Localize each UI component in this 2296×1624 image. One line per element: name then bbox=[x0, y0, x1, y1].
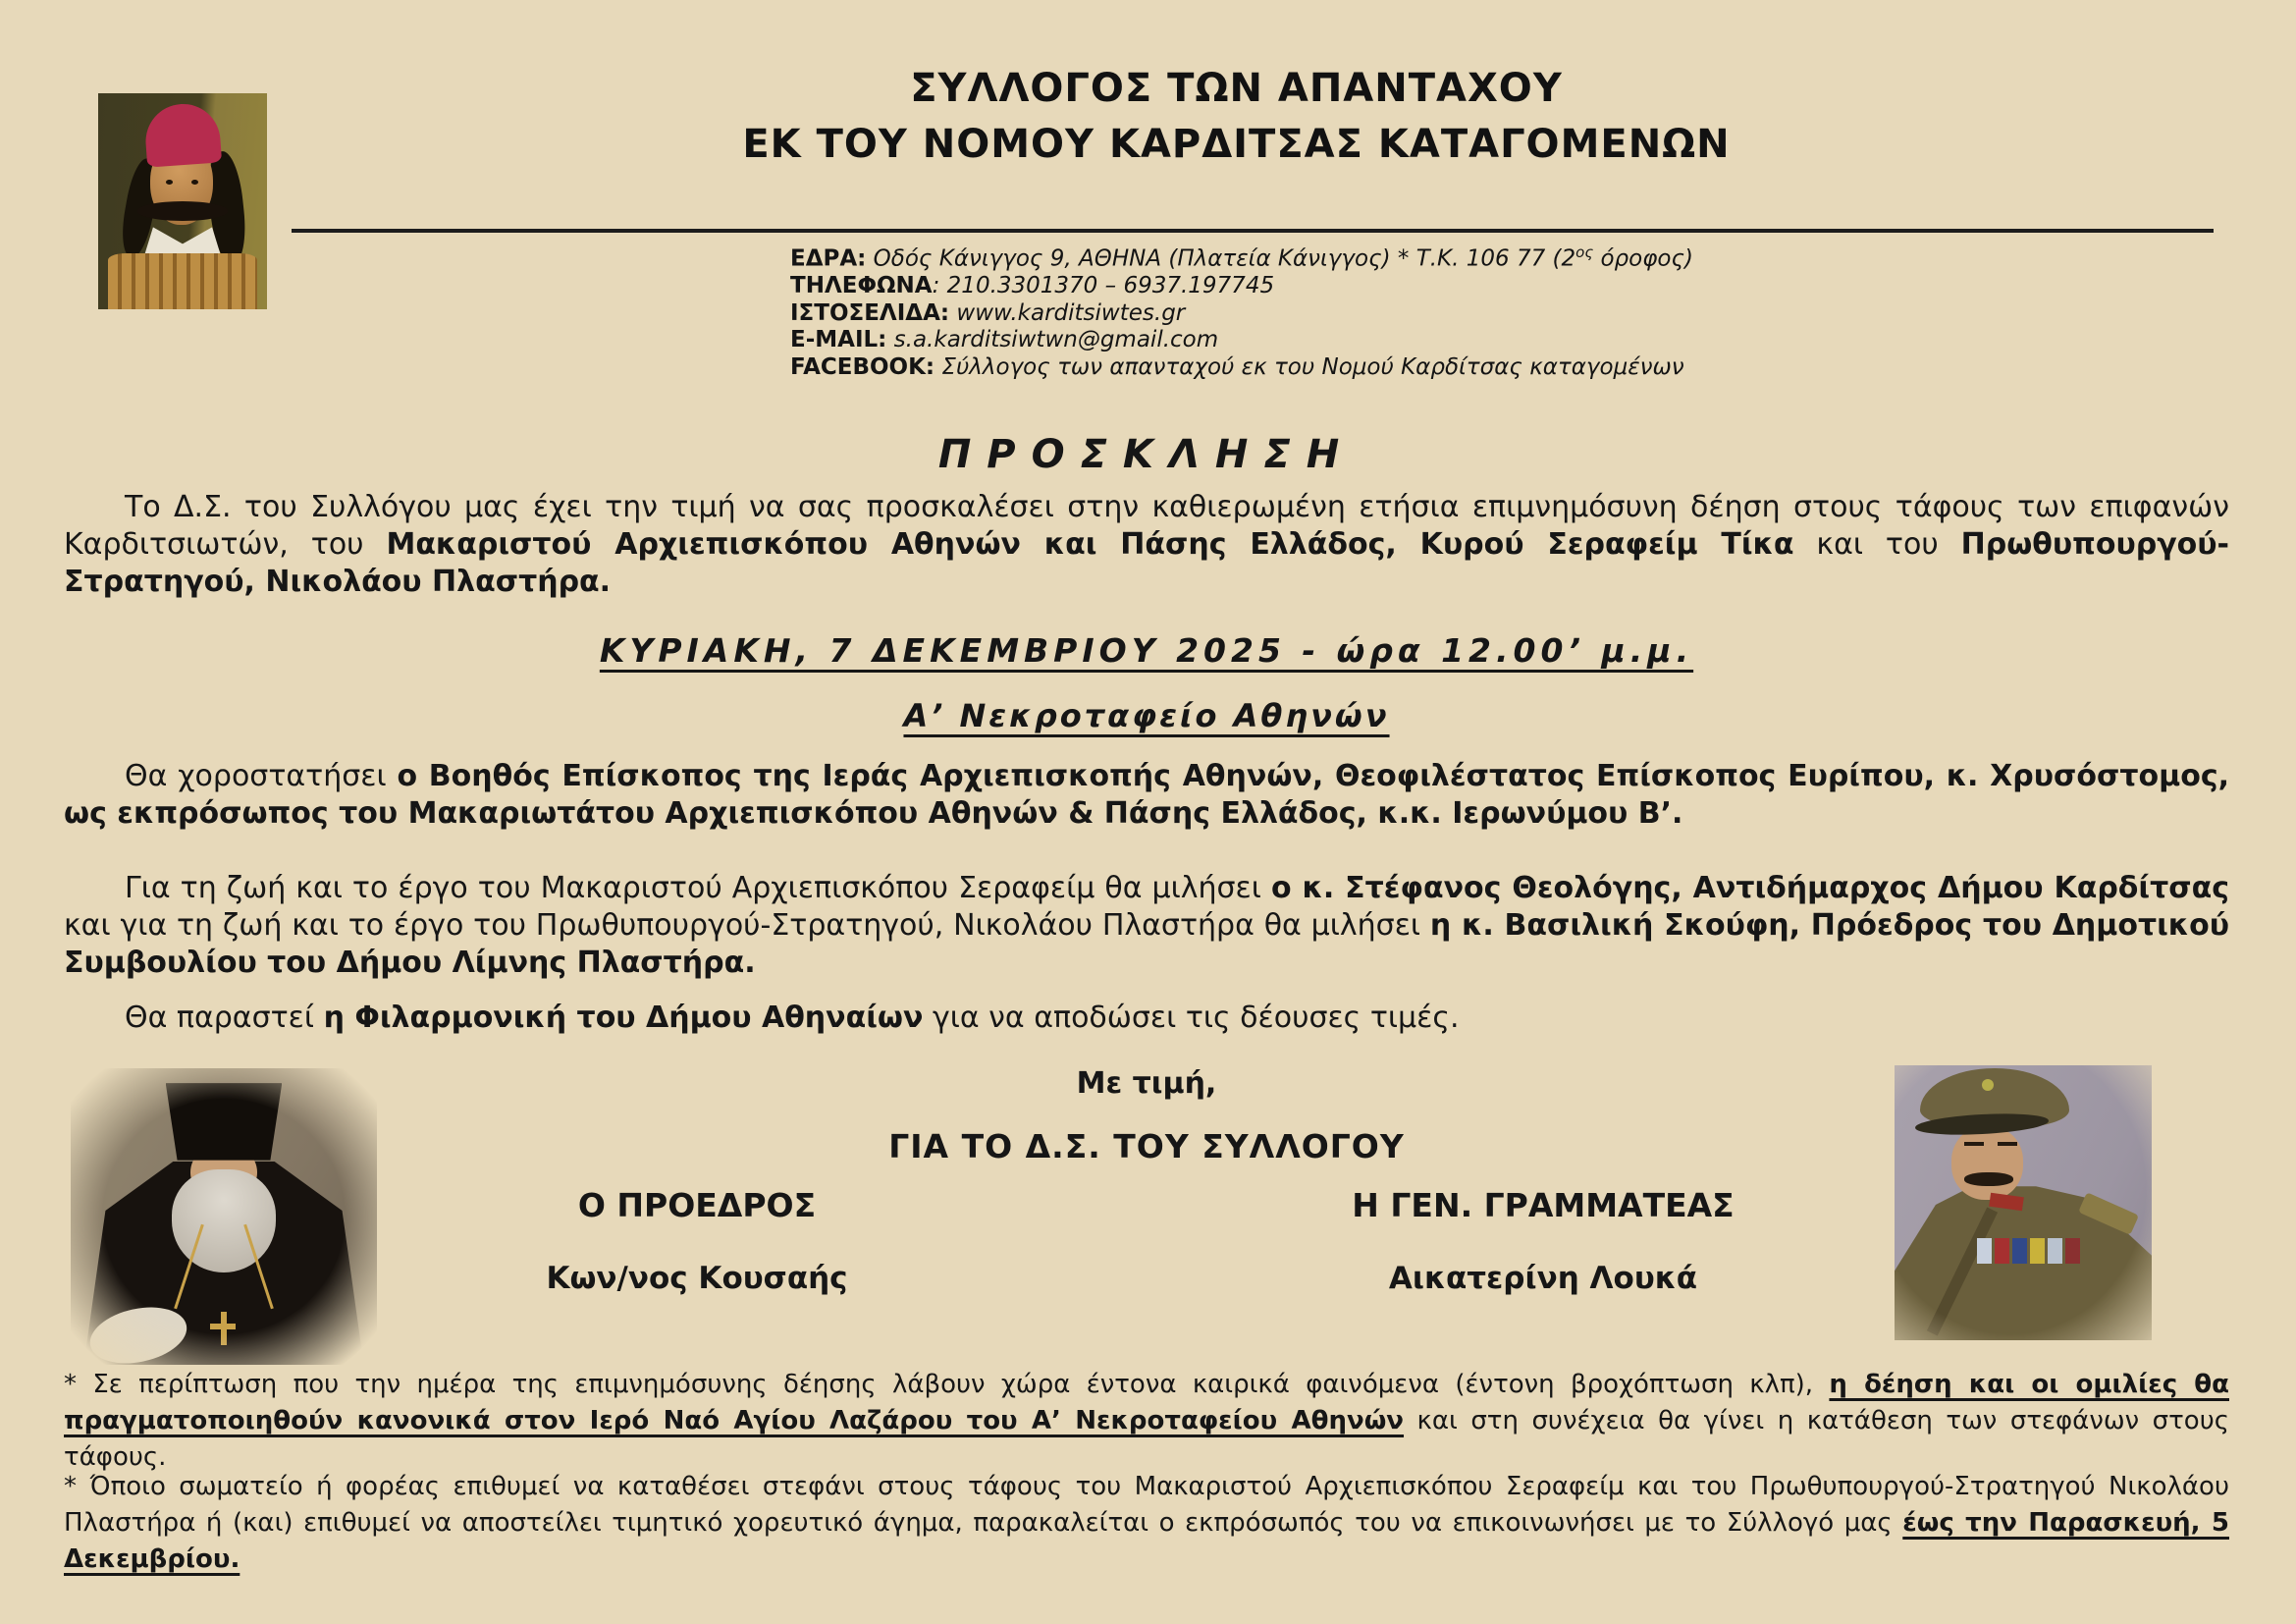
cap-badge-shape bbox=[1982, 1079, 1994, 1091]
mustache-shape bbox=[1964, 1172, 2013, 1186]
secretary-signature-column bbox=[1268, 1186, 1818, 1296]
event-location-row bbox=[64, 697, 2229, 734]
intro-paragraph: Το Δ.Σ. του Συλλόγου μας έχει την τιμή να σας προσκαλέσει στην καθιερωμένη ετήσια επιμνημόσυνη δέηση στους τάφους των επιφανών Καρδιτσιωτών, του Μακαριστού Αρχιεπισκόπου Αθηνών και Πάσης Ελλάδος, Κυρού Σεραφείμ Τίκα και του Πρωθυπουργού-Στρατηγού, Νικολάου Πλαστήρα. bbox=[64, 490, 2229, 599]
honoree-general-name: Πρωθυπουργού-Στρατηγού, Νικολάου Πλαστήρα. bbox=[64, 527, 2229, 599]
president-title: Ο ΠΡΟΕΔΡΟΣ bbox=[577, 1186, 817, 1224]
email-line bbox=[790, 327, 1693, 354]
phone-label: ΤΗΛΕΦΩΝΑ bbox=[790, 273, 933, 299]
association-title bbox=[236, 61, 2237, 173]
klobuk-hat-shape bbox=[166, 1083, 283, 1161]
honoree-archbishop-name: Μακαριστού Αρχιεπισκόπου Αθηνών και Πάσης Ελλάδος, Κυρού Σεραφείμ Τίκα bbox=[386, 527, 1794, 562]
red-fez-shape bbox=[143, 101, 222, 167]
address-label: ΕΔΡΑ: bbox=[790, 245, 867, 272]
face-shape bbox=[1951, 1126, 2023, 1201]
speakers-paragraph: Για τη ζωή και το έργο του Μακαριστού Αρχιεπισκόπου Σεραφείμ θα μιλήσει ο κ. Στέφανος Θεολόγης, Αντιδήμαρχος Δήμου Καρδίτσας και για τη ζωή και το έργο του Πρωθυπουργού-Στρατηγού, Νικολάου Πλαστήρα θα μιλήσει η κ. Βασιλική Σκούφη, Πρόεδρος του Δημοτικού Συμβουλίου του Δήμου Λίμνης Πλαστήρα. bbox=[64, 871, 2229, 980]
speaker-1-name: ο κ. Στέφανος Θεολόγης, Αντιδήμαρχος Δήμου Καρδίτσας bbox=[1270, 871, 2229, 905]
event-date: ΚΥΡΙΑΚΗ, 7 ΔΕΚΕΜΒΡΙΟΥ 2025 - ώρα 12.00’ μ.μ. bbox=[599, 631, 1694, 670]
philharmonic-name: η Φιλαρμονική του Δήμου Αθηναίων bbox=[323, 1001, 924, 1035]
archbishop-seraphim-portrait-image bbox=[71, 1068, 377, 1365]
phone-numbers: 210.3301370 – 6937.197745 bbox=[946, 273, 1275, 299]
general-plastiras-portrait-image bbox=[1895, 1065, 2152, 1340]
footnote-wreaths: * Όποιο σωματείο ή φορέας επιθυμεί να καταθέσει στεφάνι στους τάφους του Μακαριστού Αρχιεπισκόπου Σεραφείμ και του Πρωθυπουργού-Στρατηγού Νικολάου Πλαστήρα ή (και) επιθυμεί να αποστείλει τιμητικό χορευτικό άγημα, παρακαλείται ο εκπρόσωπός του να επικοινωνήσει με το Σύλλογό μας έως την Παρασκευή, 5 Δεκεμβρίου. bbox=[64, 1472, 2229, 1574]
address-line: ΕΔΡΑ: Οδός Κάνιγγος 9, ΑΘΗΝΑ (Πλατεία Κάνιγγος) * Τ.Κ. 106 77 ($2^{o\varsigma}$ όροφος) bbox=[790, 244, 1693, 272]
phone-line: ΤΗΛΕΦΩΝΑ: 210.3301370 – 6937.197745 bbox=[790, 273, 1275, 299]
wreath-deadline: έως την Παρασκευή, 5 Δεκεμβρίου. bbox=[64, 1508, 2229, 1574]
event-location: Α’ Νεκροταφείο Αθηνών bbox=[903, 697, 1390, 734]
medal-ribbons-shape bbox=[1977, 1238, 2080, 1263]
footnote-weather: * Σε περίπτωση που την ημέρα της επιμνημόσυνης δέησης λάβουν χώρα έντονα καιρικά φαινόμενα (έντονη βροχόπτωση κλπ), η δέηση και οι ομιλίες θα πραγματοποιηθούν κανονικά στον Ιερό Ναό Αγίου Λαζάρου του Α’ Νεκροταφείου Αθηνών και στη συνέχεια θα γίνει η κατάθεση των στεφάνων στους τάφους. bbox=[64, 1370, 2229, 1472]
white-beard-shape bbox=[172, 1169, 276, 1273]
board-line: ΓΙΑ ΤΟ Δ.Σ. ΤΟΥ ΣΥΛΛΟΓΟΥ bbox=[888, 1127, 1405, 1165]
eyebrow-shape bbox=[1964, 1142, 1984, 1146]
header-divider-line bbox=[292, 229, 2214, 233]
pectoral-cross-shape bbox=[210, 1324, 236, 1329]
philharmonic-paragraph: Θα παραστεί η Φιλαρμονική του Δήμου Αθηναίων για να αποδώσει τις δέουσες τιμές. bbox=[125, 1001, 1460, 1035]
closing-salutation: Με τιμή, bbox=[1076, 1066, 1217, 1101]
secretary-name: Αικατερίνη Λουκά bbox=[1388, 1261, 1698, 1296]
eyebrow-shape bbox=[1998, 1142, 2017, 1146]
mustache-shape bbox=[137, 201, 229, 221]
gold-vest-shape bbox=[108, 253, 256, 309]
title-line-1: ΣΥΛΛΟΓΟΣ ΤΩΝ ΑΠΑΝΤΑΧΟΥ bbox=[910, 66, 1563, 111]
facebook-line bbox=[790, 354, 1693, 382]
officiant-paragraph: Θα χοροστατήσει ο Βοηθός Επίσκοπος της Ιεράς Αρχιεπισκοπής Αθηνών, Θεοφιλέστατος Επίσκοπος Ευρίπου, κ. Χρυσόστομος, ως εκπρόσωπος του Μακαριωτάτου Αρχιεπισκόπου Αθηνών & Πάσης Ελλάδος, κ.κ. Ιερωνύμου Β’. bbox=[64, 759, 2230, 831]
title-line-2: ΕΚ ΤΟΥ ΝΟΜΟΥ ΚΑΡΔΙΤΣΑΣ ΚΑΤΑΓΟΜΕΝΩΝ bbox=[742, 122, 1731, 167]
secretary-title: Η ΓΕΝ. ΓΡΑΜΜΑΤΕΑΣ bbox=[1352, 1186, 1735, 1224]
website-line bbox=[790, 300, 1693, 328]
email-label: E-MAIL: bbox=[790, 327, 887, 353]
facebook-page-name: Σύλλογος των απανταχού εκ του Νομού Καρδίτσας καταγομένων bbox=[934, 353, 1684, 380]
facebook-label: FACEBOOK: bbox=[790, 353, 935, 380]
email-address: s.a.karditsiwtwn@gmail.com bbox=[886, 327, 1219, 353]
invitation-heading: ΠΡΟΣΚΛΗΣΗ bbox=[937, 432, 1356, 477]
president-signature-column bbox=[422, 1186, 972, 1296]
rain-venue-note: η δέηση και οι ομιλίες θα πραγματοποιηθούν κανονικά στον Ιερό Ναό Αγίου Λαζάρου του Α’ Νεκροταφείου Αθηνών bbox=[64, 1370, 2229, 1435]
event-date-row bbox=[64, 631, 2229, 670]
speaker-2-name: η κ. Βασιλική Σκούφη, Πρόεδρος του Δημοτικού Συμβουλίου του Δήμου Λίμνης Πλαστήρα. bbox=[64, 908, 2229, 980]
eye-shape bbox=[166, 180, 173, 185]
eye-shape bbox=[191, 180, 198, 185]
website-label: ΙΣΤΟΣΕΛΙΔΑ: bbox=[790, 299, 950, 326]
officiant-name: ο Βοηθός Επίσκοπος της Ιεράς Αρχιεπισκοπής Αθηνών, Θεοφιλέστατος Επίσκοπος Ευρίπου, κ. Χρυσόστομος, ως εκπρόσωπος του Μακαριωτάτου Αρχιεπισκόπου Αθηνών & Πάσης Ελλάδος, κ.κ. Ιερωνύμου Β’. bbox=[64, 759, 2230, 831]
contact-info bbox=[790, 240, 1693, 381]
website-url: www.karditsiwtes.gr bbox=[949, 299, 1186, 326]
president-name: Κων/νος Κουσαής bbox=[546, 1261, 848, 1296]
